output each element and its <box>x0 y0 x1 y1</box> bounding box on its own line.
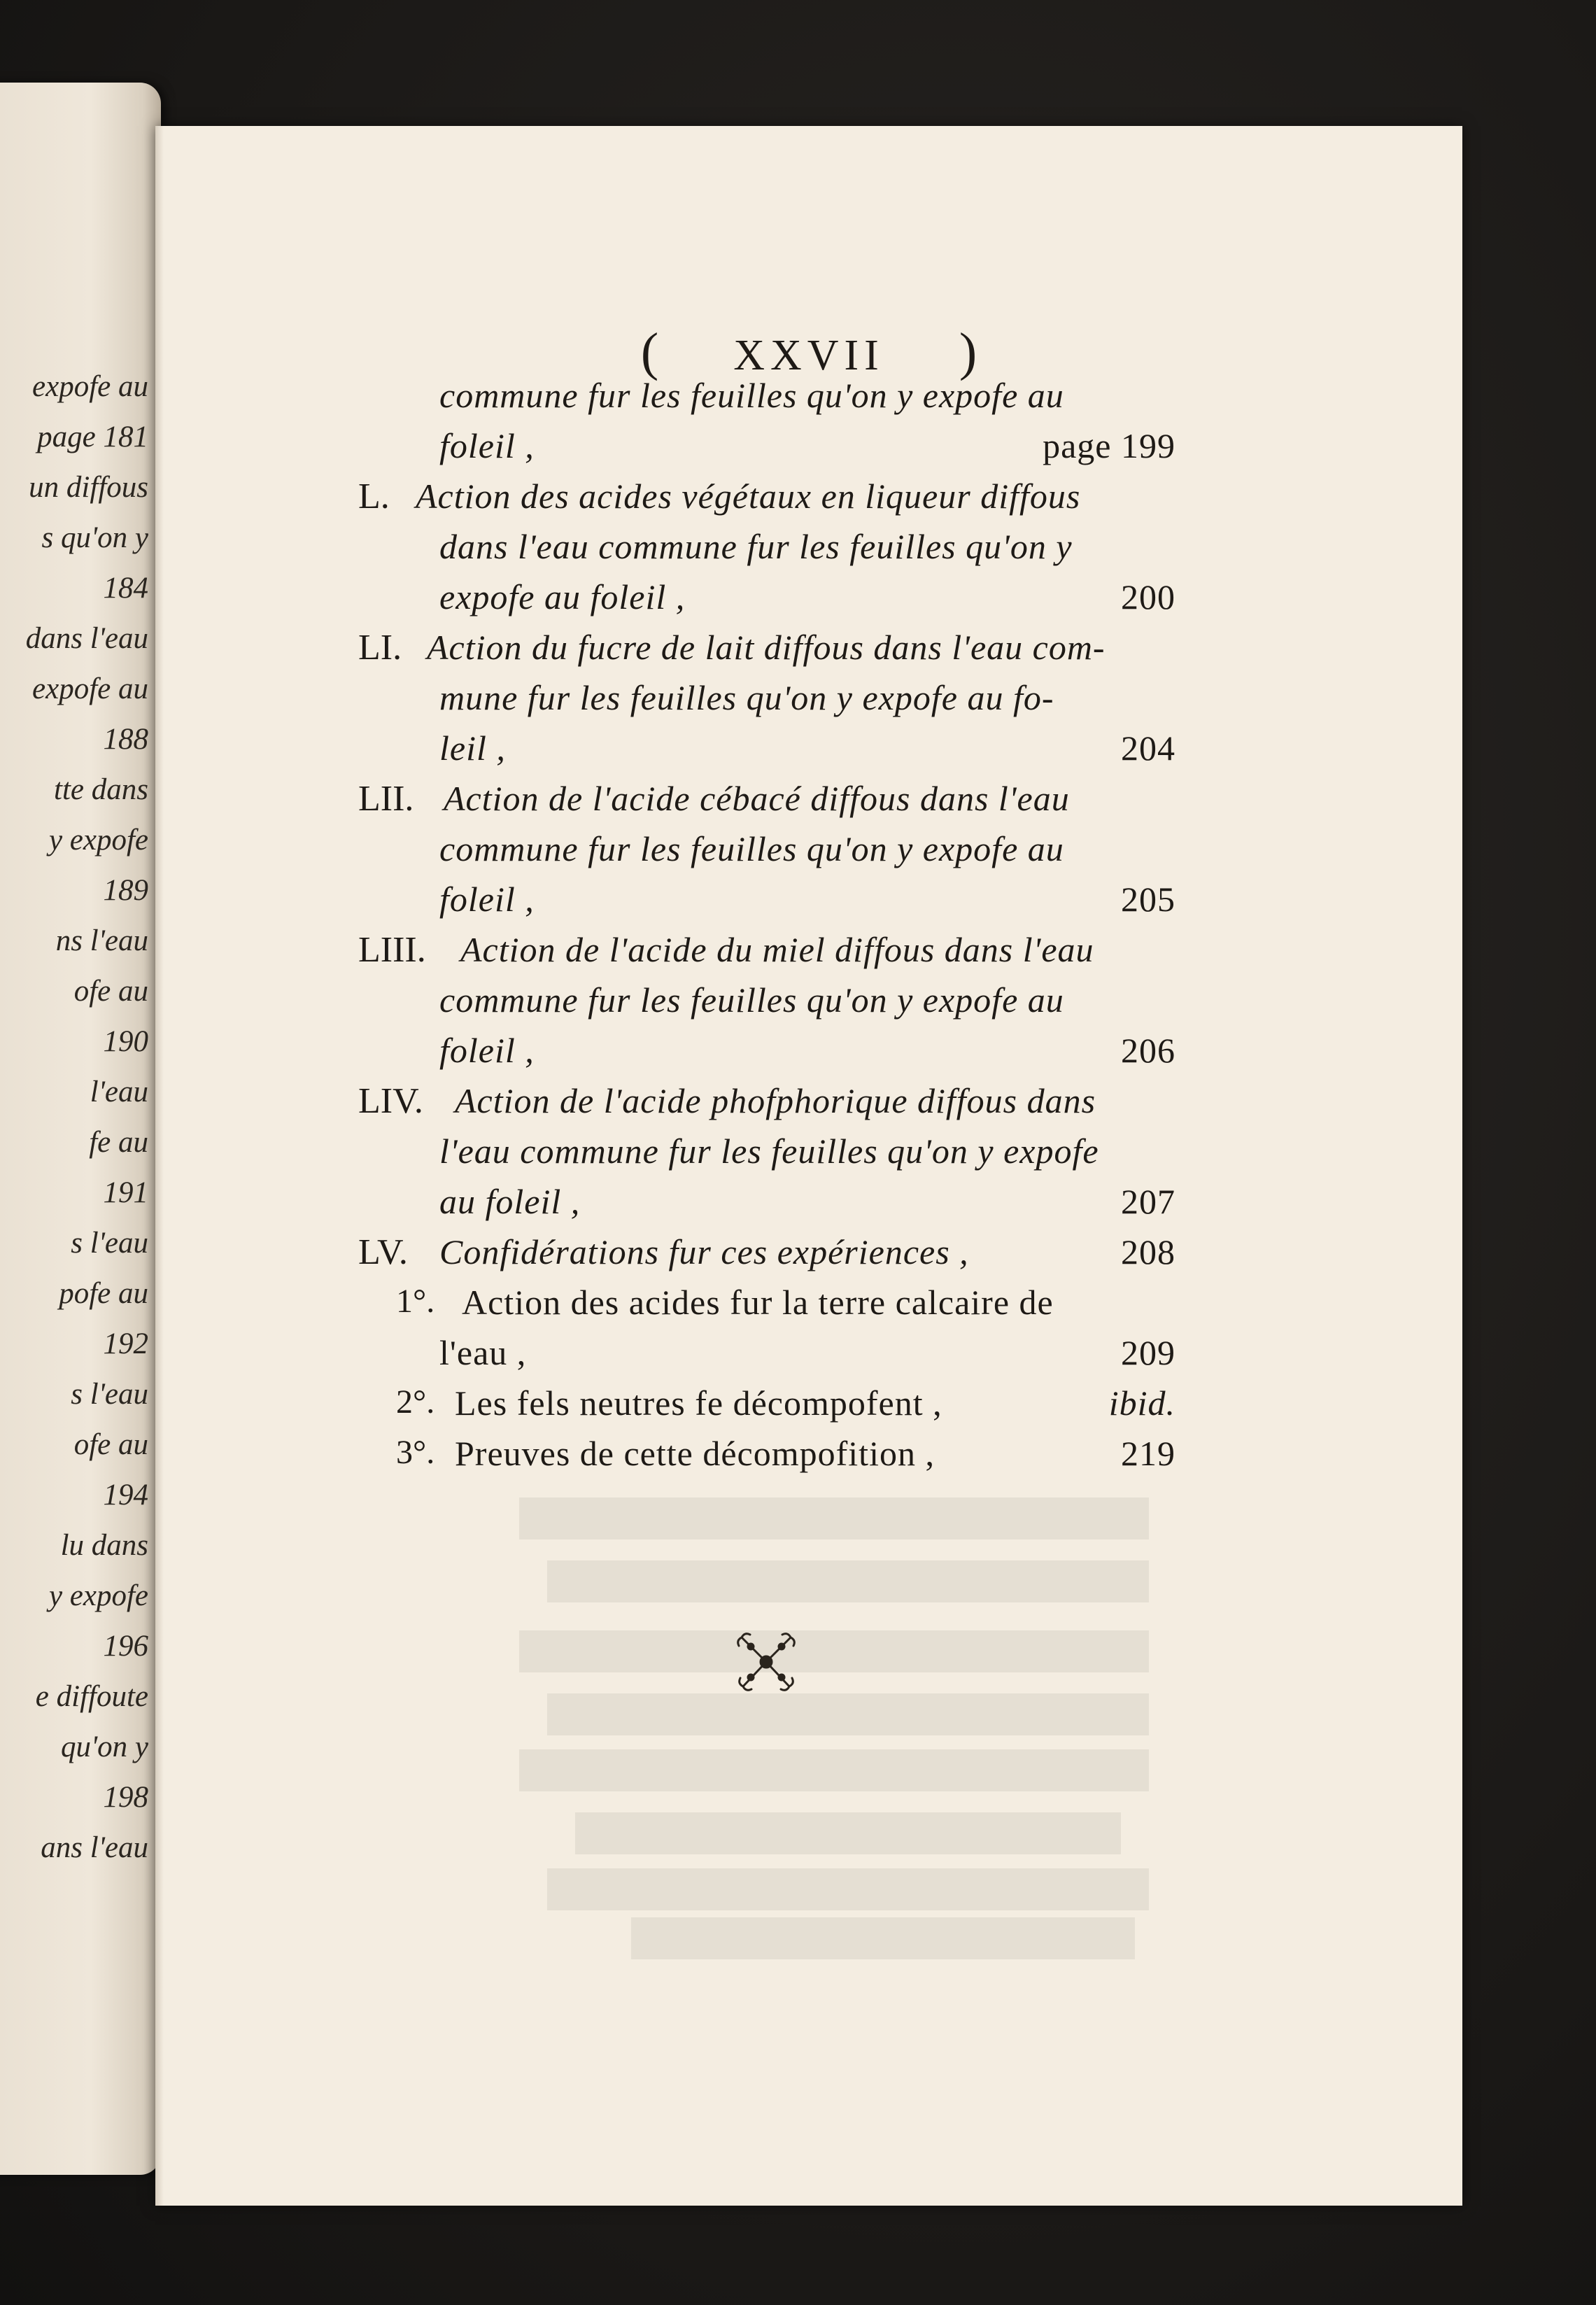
left-page-line: y expofe <box>48 824 148 857</box>
toc-line: Action du fucre de lait diffous dans l'eau com- <box>427 628 1106 667</box>
toc-page-number: 219 <box>1121 1434 1175 1473</box>
toc-line: Action de l'acide cébacé diffous dans l'eau <box>444 779 1070 818</box>
toc-line: mune fur les feuilles qu'on y expofe au fo- <box>439 678 1054 717</box>
left-page-line: s l'eau <box>71 1378 148 1411</box>
toc-entry-number: LII. <box>358 779 414 819</box>
toc-page-number: 209 <box>1121 1333 1175 1372</box>
left-page-line: tte dans <box>54 773 148 806</box>
toc-line: commune fur les feuilles qu'on y expofe au <box>439 980 1064 1020</box>
toc-entry-number: LIII. <box>358 930 426 970</box>
left-page-line: qu'on y <box>60 1730 148 1763</box>
toc-page-number: 204 <box>1121 728 1175 768</box>
left-page-line: s qu'on y <box>41 521 148 554</box>
toc-sub-number: 1°. <box>396 1283 435 1320</box>
left-page-line: 198 <box>103 1781 148 1814</box>
left-page-line: ofe au <box>73 975 148 1008</box>
toc-line-with-page <box>439 728 1175 768</box>
left-page-line: l'eau <box>90 1076 148 1108</box>
toc-page-number: 207 <box>1121 1182 1175 1221</box>
toc-sub-number: 3°. <box>396 1434 435 1471</box>
toc-sub-number: 2°. <box>396 1383 435 1421</box>
book-page <box>155 126 1462 2206</box>
toc-line-text: au foleil , <box>439 1182 581 1221</box>
toc-page-number: 206 <box>1121 1031 1175 1070</box>
toc-line-with-page <box>455 1383 1175 1423</box>
left-page-line: 188 <box>103 723 148 756</box>
toc-line: Action des acides fur la terre calcaire de <box>462 1283 1054 1322</box>
toc-line-with-page <box>439 1181 1175 1222</box>
toc-line: Action de l'acide du miel diffous dans l'eau <box>460 930 1094 969</box>
left-page <box>0 83 161 2175</box>
left-page-line: fe au <box>89 1126 148 1159</box>
toc-line-with-page <box>439 1030 1175 1071</box>
toc-line-text: foleil , <box>439 1031 535 1070</box>
toc-line-with-page <box>455 1433 1175 1474</box>
toc-line-text: leil , <box>439 728 506 768</box>
toc-line-text: expofe au foleil , <box>439 577 686 616</box>
left-page-line: 190 <box>103 1025 148 1058</box>
fleuron-ornament-icon <box>728 1623 805 1700</box>
toc-line-with-page <box>439 425 1175 466</box>
toc-entry-number: LV. <box>358 1232 408 1272</box>
left-page-line: ofe au <box>73 1428 148 1461</box>
toc-entry-number: LI. <box>358 628 402 668</box>
left-page-line: y expofe <box>48 1579 148 1612</box>
left-page-line: e diffoute <box>35 1680 148 1713</box>
toc-line-text: foleil , <box>439 426 535 465</box>
toc-page-number: ibid. <box>1108 1383 1175 1423</box>
toc-line: dans l'eau commune fur les feuilles qu'on y <box>439 527 1073 566</box>
left-page-line: ans l'eau <box>41 1831 148 1864</box>
left-page-line: s l'eau <box>71 1227 148 1260</box>
left-page-line: 196 <box>103 1630 148 1663</box>
toc-line-with-page <box>439 879 1175 919</box>
toc-line-text: Preuves de cette décompofition , <box>455 1434 935 1473</box>
left-page-line: lu dans <box>60 1529 148 1562</box>
toc-entry-number: LIV. <box>358 1081 423 1121</box>
toc-line-with-page <box>439 1332 1175 1373</box>
toc-line: Action de l'acide phofphorique diffous dans <box>455 1081 1096 1120</box>
left-page-line: expofe au <box>32 370 148 403</box>
left-page-line: dans l'eau <box>25 622 148 655</box>
toc-line: commune fur les feuilles qu'on y expofe au <box>439 376 1064 415</box>
toc-line-text: Les fels neutres fe décompofent , <box>455 1383 942 1423</box>
page-gutter-shadow <box>155 126 164 2206</box>
left-page-line: 194 <box>103 1479 148 1511</box>
left-page-line: ns l'eau <box>55 924 148 957</box>
toc-line-text: Confidérations fur ces expériences , <box>439 1232 969 1271</box>
left-page-line: 191 <box>103 1176 148 1209</box>
left-page-line: 189 <box>103 874 148 907</box>
left-page-line: expofe au <box>32 672 148 705</box>
toc-page-number: 208 <box>1121 1232 1175 1271</box>
toc-line-text: l'eau , <box>439 1333 527 1372</box>
left-page-line: un diffous <box>29 471 148 504</box>
toc-line-with-page <box>439 1232 1175 1272</box>
toc-line: commune fur les feuilles qu'on y expofe au <box>439 829 1064 868</box>
left-page-line: page 181 <box>37 421 148 453</box>
toc-line-text: foleil , <box>439 880 535 919</box>
left-page-line: 192 <box>103 1327 148 1360</box>
right-parenthesis: ) <box>959 323 977 381</box>
toc-page-number: 205 <box>1121 880 1175 919</box>
toc-entry-number: L. <box>358 477 390 516</box>
toc-line-with-page <box>439 577 1175 617</box>
left-page-line: pofe au <box>59 1277 148 1310</box>
toc-line: Action des acides végétaux en liqueur diffous <box>416 477 1081 516</box>
left-parenthesis: ( <box>640 323 659 381</box>
page-number-roman: XXVII <box>733 332 884 379</box>
toc-page-number: 200 <box>1121 577 1175 616</box>
toc-line: l'eau commune fur les feuilles qu'on y expofe <box>439 1132 1099 1171</box>
left-page-line: 184 <box>103 572 148 605</box>
toc-page-number: page 199 <box>1043 426 1175 465</box>
